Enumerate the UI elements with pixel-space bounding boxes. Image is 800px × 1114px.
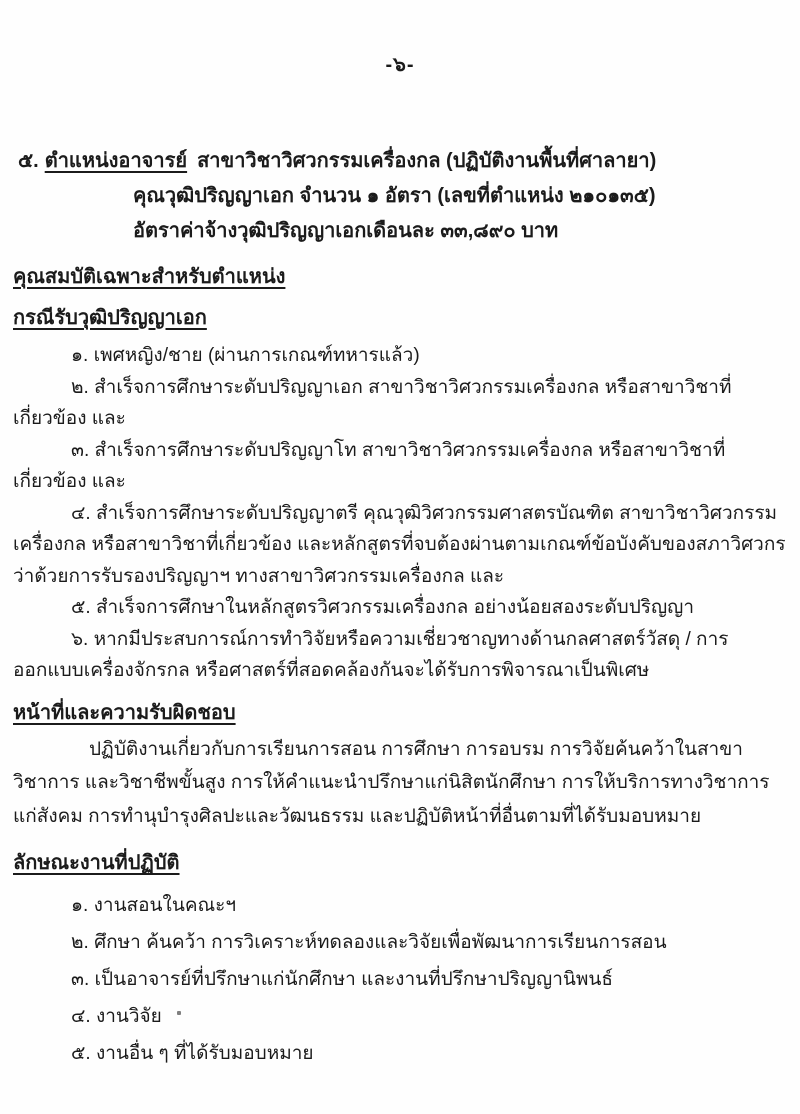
qualification-item-3: ๓. สำเร็จการศึกษาระดับปริญญาโท สาขาวิชาวิศวกรรมเครื่องกล หรือสาขาวิชาที่เกี่ยวข้อง และ (13, 439, 726, 492)
page-number: -๖- (385, 54, 415, 76)
duties-paragraph: ปฏิบัติงานเกี่ยวกับการเรียนการสอน การศึกษา การอบรม การวิจัยค้นคว้าในสาขาวิชาการ และวิชาชีพขั้นสูง การให้คำแนะนำปรึกษาแก่นิสิตนักศึกษา การให้บริการทางวิชาการแก่สังคม การทำนุบำรุงศิลปะและวัฒนธรรม และปฏิบัติหน้าที่อื่นตามที่ได้รับมอบหมาย (13, 738, 770, 827)
position-salary-line: อัตราค่าจ้างวุฒิปริญญาเอกเดือนละ ๓๓,๘๙๐ บาท (133, 220, 559, 242)
duties-heading: หน้าที่และความรับผิดชอบ (13, 701, 236, 724)
job-nature-item-3: ๓. เป็นอาจารย์ที่ปรึกษาแก่นักศึกษา และงานที่ปรึกษาปริญญานิพนธ์ (71, 969, 614, 990)
position-title-line (18, 144, 788, 179)
position-section-number: ๕. (18, 150, 39, 172)
job-nature-item-2: ๒. ศึกษา ค้นคว้า การวิเคราะห์ทดลองและวิจัยเพื่อพัฒนาการเรียนการสอน (71, 932, 667, 953)
position-title-detail: สาขาวิชาวิศวกรรมเครื่องกล (ปฏิบัติงานพื้นที่ศาลายา) (197, 150, 657, 172)
scan-artifact-speck (177, 1011, 181, 1015)
qualifications-heading: คุณสมบัติเฉพาะสำหรับตำแหน่ง (13, 266, 286, 288)
qualifications-list (13, 340, 788, 687)
job-nature-item-5: ๕. งานอื่น ๆ ที่ได้รับมอบหมาย (71, 1043, 314, 1064)
qualification-item-1: ๑. เพศหญิง/ชาย (ผ่านการเกณฑ์ทหารแล้ว) (71, 345, 420, 366)
job-nature-heading: ลักษณะงานที่ปฏิบัติ (13, 852, 180, 874)
qualification-item-2: ๒. สำเร็จการศึกษาระดับปริญญาเอก สาขาวิชาวิศวกรรมเครื่องกล หรือสาขาวิชาที่เกี่ยวข้อง และ (13, 376, 732, 429)
qualifications-subheading: กรณีรับวุฒิปริญญาเอก (13, 307, 207, 329)
position-section (13, 144, 788, 249)
position-title: ตำแหน่งอาจารย์ (44, 150, 188, 172)
document-content (0, 144, 800, 1072)
job-nature-item-4: ๔. งานวิจัย (71, 1006, 162, 1027)
job-nature-item-1: ๑. งานสอนในคณะฯ (71, 895, 237, 916)
qualification-item-4: ๔. สำเร็จการศึกษาระดับปริญญาตรี คุณวุฒิวิศวกรรมศาสตรบัณฑิต สาขาวิชาวิศวกรรมเครื่องกล หรือสาขาวิชาที่เกี่ยวข้อง และหลักสูตรที่จบต้องผ่านตามเกณฑ์ข้อบังคับของสภาวิศวกรว่าด้วยการรับรองปริญญาฯ ทางสาขาวิศวกรรมเครื่องกล และ (13, 502, 786, 587)
qualification-item-5: ๕. สำเร็จการศึกษาในหลักสูตรวิศวกรรมเครื่องกล อย่างน้อยสองระดับปริญญา (71, 597, 695, 618)
position-qualification-line: คุณวุฒิปริญญาเอก จำนวน ๑ อัตรา (เลขที่ตำแหน่ง ๒๑๐๑๓๕) (133, 185, 656, 207)
qualification-item-6: ๖. หากมีประสบการณ์การทำวิจัยหรือความเชี่ยวชาญทางด้านกลศาสตร์วัสดุ / การออกแบบเครื่องจักรกล หรือศาสตร์ที่สอดคล้องกันจะได้รับการพิจารณาเป็นพิเศษ (13, 628, 729, 681)
job-nature-list (13, 887, 788, 1072)
